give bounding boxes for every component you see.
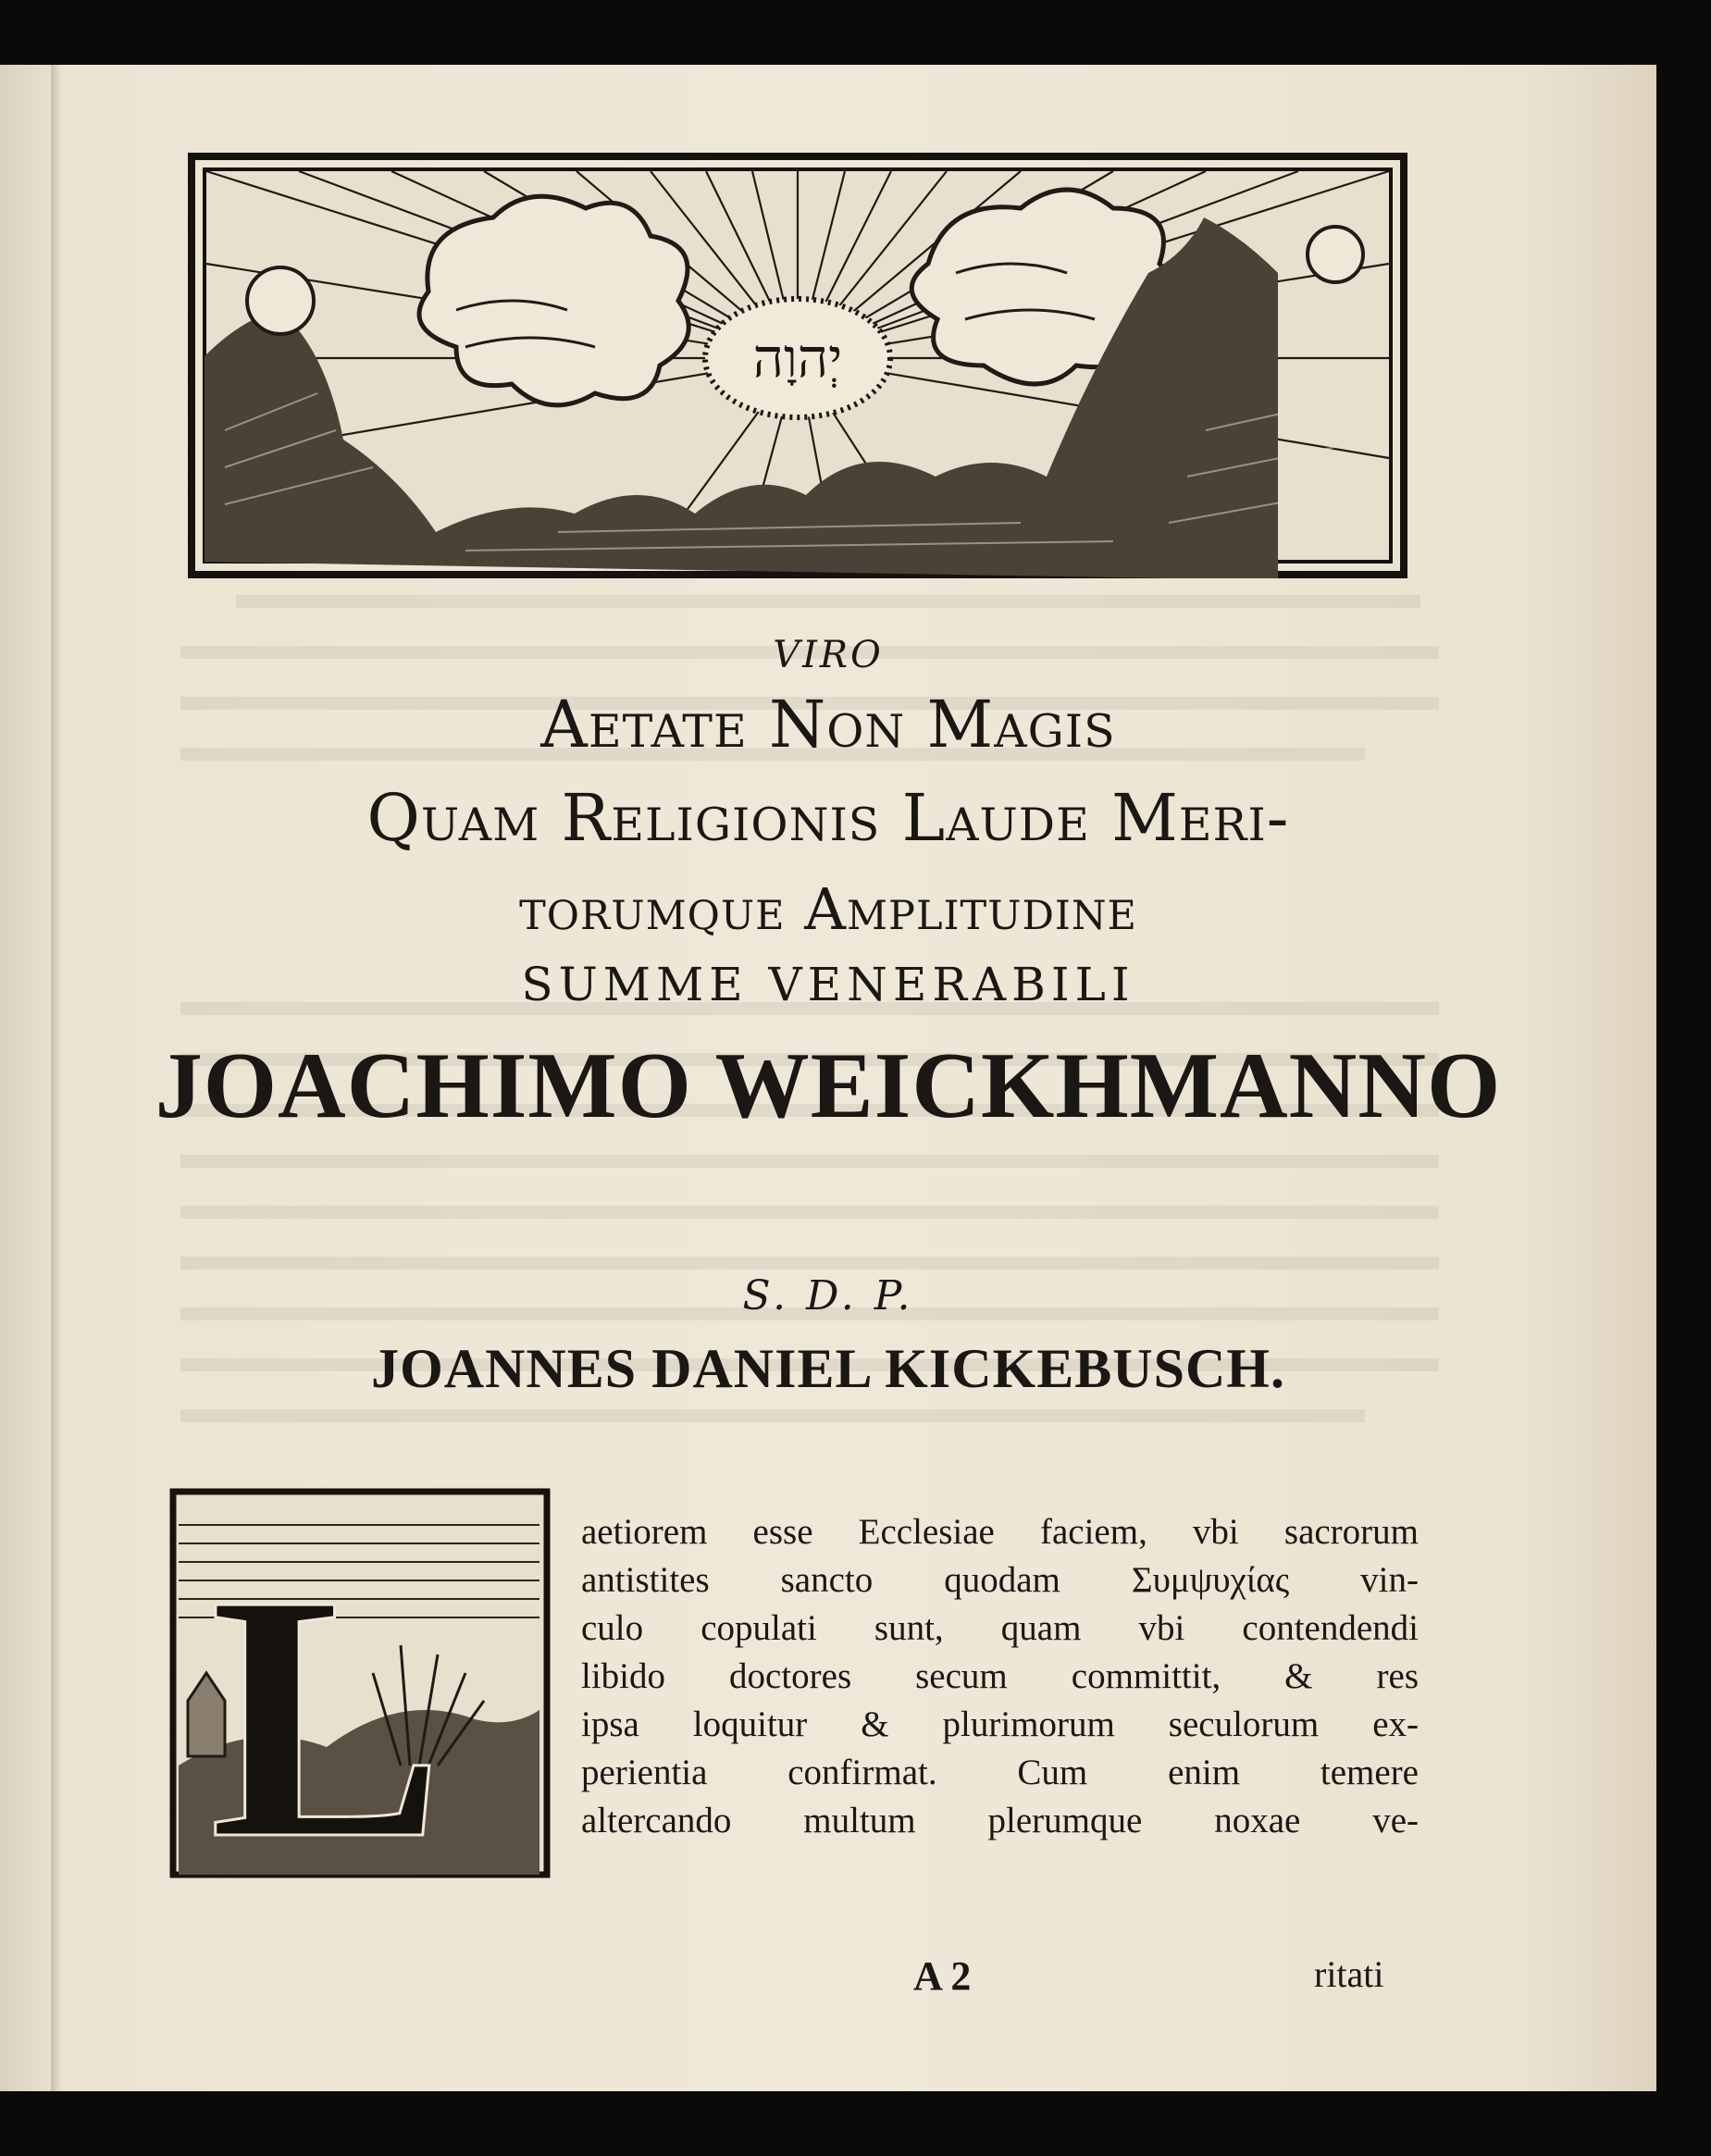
dedication-line-3: torumque Amplitudine [519, 875, 1137, 943]
tetragrammaton-text: יְהוָה [752, 327, 843, 390]
body-line: aetiorem esse Ecclesiae faciem, vbi sacrorum [581, 1512, 1419, 1552]
dedicatee-name: JOACHIMO WEICKHMANNO [155, 1034, 1502, 1138]
dedication-line-4: SUMME VENERABILI [521, 958, 1135, 1011]
body-line: ipsa loquitur & plurimorum seculorum ex- [581, 1704, 1419, 1744]
signature-mark: A 2 [913, 1953, 972, 1999]
body-paragraph [581, 1508, 1419, 1845]
body-line: libido doctores secum committit, & res [581, 1656, 1419, 1696]
body-line: antistites sancto quodam Συμψυχίας vin- [581, 1560, 1419, 1600]
body-line: altercando multum plerumque noxae ve- [581, 1801, 1419, 1840]
body-line: culo copulati sunt, quam vbi contendendi [581, 1608, 1419, 1648]
dedication-line-1: Aetate Non Magis [540, 687, 1116, 762]
dedication-viro: VIRO [773, 634, 884, 676]
body-line: perientia confirmat. Cum enim temere [581, 1753, 1419, 1792]
initial-letter: L [209, 1522, 444, 1878]
catchword: ritati [1314, 1953, 1384, 1995]
dedication-line-2: Quam Religionis Laude Meri- [366, 780, 1290, 856]
salutation-sdp: S. D. P. [742, 1272, 914, 1320]
book-page [0, 65, 1656, 2091]
decorated-initial-L [169, 1488, 551, 1878]
woodcut-headpiece [188, 153, 1407, 578]
author-name: JOANNES DANIEL KICKEBUSCH. [371, 1338, 1285, 1399]
